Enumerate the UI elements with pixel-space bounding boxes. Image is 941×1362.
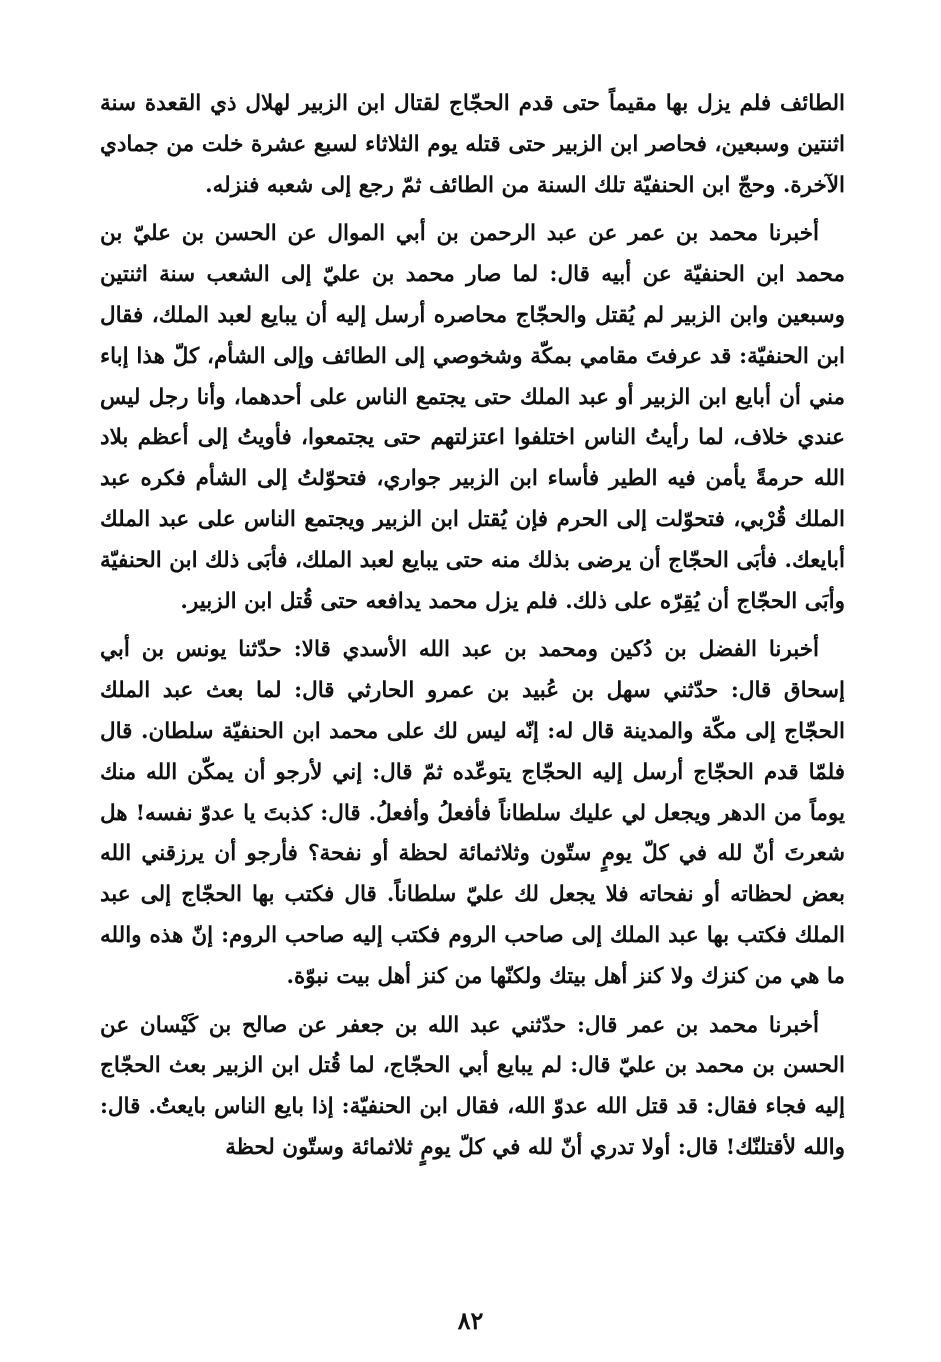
page-number: ٨٢: [457, 1306, 484, 1335]
body-text: [100, 84, 845, 1177]
paragraph-2: أخبرنا محمد بن عمر عن عبد الرحمن بن أبي الموال عن الحسن بن عليّ بن محمد ابن الحنفيّة عن أبيه قال: لما صار محمد بن عليّ إلى الشعب سنة اثنتين وسبعين وابن الزبير لم يُقتل والحجّاج محاصره أرسل إليه أن يبايع لعبد الملك، فقال ابن الحنفيّة: قد عرفتَ مقامي بمكّة وشخوصي إلى الطائف وإلى الشأم، كلّ هذا إباء مني أن أبايع ابن الزبير أو عبد الملك حتى يجتمع الناس على أحدهما، وأنا رجل ليس عندي خلاف، لما رأيتُ الناس اختلفوا اعتزلتهم حتى يجتمعوا، فأويتُ إلى أعظم بلاد الله حرمةً يأمن فيه الطير فأساء ابن الزبير جواري، فتحوّلتُ إلى الشأم فكره عبد الملك قُرْبي، فتحوّلت إلى الحرم فإن يُقتل ابن الزبير ويجتمع الناس على عبد الملك أبايعك. فأبَى الحجّاج أن يرضى بذلك منه حتى يبايع لعبد الملك، فأبَى ذلك ابن الحنفيّة وأبَى الحجّاج أن يُقِرّه على ذلك. فلم يزل محمد يدافعه حتى قُتل ابن الزبير.: [99, 221, 845, 614]
paragraph-4: أخبرنا محمد بن عمر قال: حدّثني عبد الله بن جعفر عن صالح بن كَيْسان عن الحسن بن محمد بن عليّ قال: لم يبايع أبي الحجّاج، لما قُتل ابن الزبير بعث الحجّاج إليه فجاء فقال: قد قتل الله عدوّ الله، فقال ابن الحنفيّة: إذا بايع الناس بايعتُ. قال: والله لأقتلنّك! قال: أولا تدري أنّ لله في كلّ يومٍ ثلاثمائة وستّون لحظة: [100, 1012, 845, 1160]
paragraph-1: الطائف فلم يزل بها مقيماً حتى قدم الحجّاج لقتال ابن الزبير لهلال ذي القعدة سنة اثنتين وسبعين، فحاصر ابن الزبير حتى قتله يوم الثلاثاء لسبع عشرة خلت من جمادي الآخرة. وحجّ ابن الحنفيّة تلك السنة من الطائف ثمّ رجع إلى شعبه فنزله.: [100, 91, 845, 198]
paragraph-3: أخبرنا الفضل بن دُكين ومحمد بن عبد الله الأسدي قالا: حدّثنا يونس بن أبي إسحاق قال: حدّثني سهل بن عُبيد بن عمرو الحارثي قال: لما بعث عبد الملك الحجّاج إلى مكّة والمدينة قال له: إنّه ليس لك على محمد ابن الحنفيّة سلطان. قال فلمّا قدم الحجّاج أرسل إليه الحجّاج يتوعّده ثمّ قال: إني لأرجو أن يمكّن الله منك يوماً من الدهر ويجعل لي عليك سلطاناً فأفعلُ وأفعلُ. قال: كذبتَ يا عدوّ نفسه! هل شعرتَ أنّ لله في كلّ يومٍ ستّون وثلاثمائة لحظة أو نفحة؟ فأرجو أن يرزقني الله بعض لحظاته أو نفحاته فلا يجعل لك عليّ سلطاناً. قال فكتب بها الحجّاج إلى عبد الملك فكتب بها عبد الملك إلى صاحب الروم فكتب إليه صاحب الروم: إنّ هذه والله ما هي من كنزك ولا كنز أهل بيتك ولكنّها من كنز أهل بيت نبوّة.: [100, 637, 845, 989]
